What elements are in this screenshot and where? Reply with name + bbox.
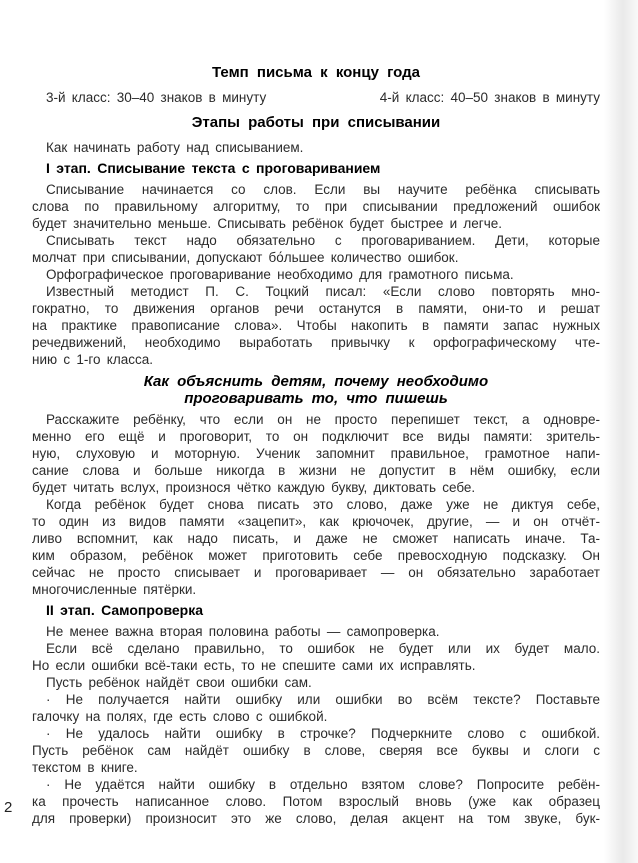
paragraph-line: Пусть ребёнок сам найдёт ошибку в слове, сверяя все буквы и слоги с xyxy=(32,743,600,758)
paragraph-line: менно его ещё и проговорит, то он подключит все виды памяти: зритель- xyxy=(32,429,600,444)
paragraph-line: Расскажите ребёнку, что если он не просто перепишет текст, а одновре- xyxy=(46,412,600,427)
paragraph-line: нию с 1-го класса. xyxy=(32,352,153,367)
paragraph xyxy=(32,232,600,266)
paragraph-line: ким образом, ребёнок может приготовить себе превосходную подсказку. Он xyxy=(32,548,600,563)
heading-line: проговаривать то, что пишешь xyxy=(184,390,448,407)
paragraph xyxy=(32,266,600,283)
paragraph-line: речедвижений, необходимо выработать привычку к орфографическому чте- xyxy=(32,335,600,350)
page-edge-shadow xyxy=(604,0,638,863)
paragraph xyxy=(32,623,600,640)
paragraph xyxy=(32,496,600,598)
paragraph-line: галочку на полях, где есть слово с ошибкой. xyxy=(32,709,328,724)
paragraph-line: · Не удаётся найти ошибку в отдельно взятом слове? Попросите ребён- xyxy=(46,777,600,792)
paragraph-line: Известный методист П. С. Тоцкий писал: «Если слово повторять мно- xyxy=(46,284,600,299)
paragraph xyxy=(32,674,600,691)
paragraph xyxy=(32,139,600,156)
heading-line: Как объяснить детям, почему необходимо xyxy=(143,373,489,390)
paragraph-line: Списывание начинается со слов. Если вы научите ребёнка списывать xyxy=(46,182,600,197)
paragraph-line: для проверки) произносит это же слово, делая акцент на том звуке, бук- xyxy=(32,811,600,826)
section-heading xyxy=(32,64,600,81)
page-number: 2 xyxy=(4,799,13,816)
paragraph-line: молчат при списывании, допускают бо́льшее количество ошибок. xyxy=(32,250,459,265)
paragraph xyxy=(32,776,600,827)
paragraph-line: Пусть ребёнок найдёт свои ошибки сам. xyxy=(46,675,312,690)
paragraph-line: Как начинать работу над списыванием. xyxy=(46,140,304,155)
paragraph-line: будет читать вслух, произнося чётко каждую букву, диктовать себе. xyxy=(32,480,476,495)
paragraph-line: сание слова и больше никогда в жизни не допустит в нём ошибку, если xyxy=(32,463,600,478)
paragraph-line: будет значительно меньше. Списывать ребёнок будет быстрее и легче. xyxy=(32,216,502,231)
paragraph-line: слова по правильному алгоритму, то при списывании предложений ошибок xyxy=(32,199,600,214)
paragraph xyxy=(32,283,600,368)
paragraph-line: текстом в книге. xyxy=(32,760,138,775)
paragraph-line: то один из видов памяти «зацепит», как крючочек, другие, — и он отчёт- xyxy=(32,514,600,529)
tempo-line xyxy=(32,89,600,106)
paragraph-line: сейчас не просто списывает и проговаривает — он обязательно заработает xyxy=(32,565,600,580)
heading-line: Темп письма к концу года xyxy=(212,64,420,81)
paragraph-line: · Не получается найти ошибку или ошибки во всём тексте? Поставьте xyxy=(46,692,600,707)
paragraph-line: на практике правописание слова». Чтобы накопить в памяти запас нужных xyxy=(32,318,600,333)
paragraph xyxy=(32,411,600,496)
paragraph xyxy=(32,640,600,674)
paragraph-line: Орфографическое проговаривание необходимо для грамотного письма. xyxy=(46,267,514,282)
subsection-heading-italic xyxy=(32,373,600,407)
paragraph-line: · Не удалось найти ошибку в строчке? Подчеркните слово с ошибкой. xyxy=(46,726,600,741)
tempo-grade4: 4-й класс: 40–50 знаков в минуту xyxy=(379,90,600,105)
paragraph-line: Если всё сделано правильно, то ошибок не будет или их будет мало. xyxy=(46,641,600,656)
paragraph-line: Но если ошибки всё-таки есть, то не спешите сами их исправлять. xyxy=(32,658,476,673)
paragraph xyxy=(32,181,600,232)
paragraph-line: гократно, то движения органов речи останутся в памяти, они-то и решат xyxy=(32,301,600,316)
heading-line: Этапы работы при списывании xyxy=(191,114,441,131)
paragraph xyxy=(32,725,600,776)
text-column xyxy=(32,56,600,827)
paragraph-line: ливо вспомнит, как надо писать, и даже не сможет написать иначе. Та- xyxy=(32,531,600,546)
paragraph-line: Когда ребёнок будет снова писать это слово, даже уже не диктуя себе, xyxy=(46,497,600,512)
paragraph-line: Не менее важна вторая половина работы — самопроверка. xyxy=(46,624,440,639)
tempo-grade3: 3-й класс: 30–40 знаков в минуту xyxy=(46,90,267,105)
paragraph-line: многочисленные пятёрки. xyxy=(32,582,197,597)
stage-heading: II этап. Самопроверка xyxy=(46,602,203,618)
stage-heading: I этап. Списывание текста с проговариванием xyxy=(46,160,381,176)
section-heading xyxy=(32,114,600,131)
paragraph-line: ка прочесть написанное слово. Потом взрослый вновь (уже как образец xyxy=(32,794,600,809)
paragraph xyxy=(32,691,600,725)
paragraph-line: Списывать текст надо обязательно с проговариванием. Дети, которые xyxy=(46,233,600,248)
paragraph-line: ную, слуховую и моторную. Ученик запомнит правильное, грамотное напи- xyxy=(32,446,600,461)
